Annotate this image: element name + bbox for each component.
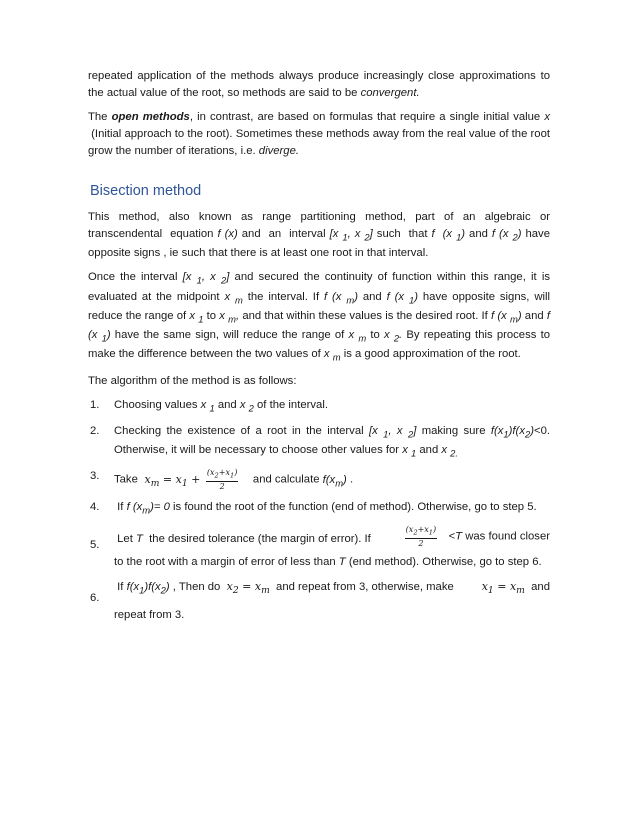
step-3-prefix: Take [114, 473, 138, 486]
step-text: If $f(x_1)f(x_2)$ , Then do $x_2 = x_m$ and repeat from 3, otherwise, make $x_1 = x_m$ and repeat from 3. [114, 579, 550, 621]
assign-x1-formula: $x_1 = x_m$ [481, 579, 525, 596]
step-text: Take $x_m = x_1$ + $\frac{(x_2+x_1)}{2}$ and calculate $f(x_m)$ . [114, 468, 354, 491]
step-5 [88, 525, 550, 571]
paragraph-bisection-process: Once the interval [x $_1$, x $_2$] and secured the continuity of function within this range, it is evaluated at the midpoint x $_m$ the interval. If f (x $_m$) and f (x $_1$) have opposite signs, will reduce the range of x $_1$ to x $_m$, and that within these values is the desired root. If f (x $_m$) and f (x $_1$) have the same sign, will reduce the range of x $_m$ to x $_2$. By repeating this process to make the difference between the two values of x $_m$ is a good approximation of the root. [88, 271, 551, 363]
step-number: 6. [90, 591, 100, 604]
section-heading: Bisection method [90, 183, 202, 199]
paragraph-bisection-intro: This method, also known as range partitioning method, part of an algebraic or transcendental equation f (x) and an interval [x $_1$, x $_2$] such that f (x $_1$) and f (x $_2$) have opposite signs , ie such that there is at least one root in that interval. [88, 211, 550, 260]
algorithm-steps [88, 397, 550, 624]
step-text: If f $(x_m)= 0$ is found the root of the function (end of method). Otherwise, go to step 5. [114, 500, 537, 515]
paragraph-convergent: repeated application of the methods always produce increasingly close approximations to the actual value of the root, so methods are said to be convergent. [88, 70, 550, 99]
step-number: 3. [90, 470, 100, 483]
assign-x2-formula: $x_2 = x_m$ [226, 579, 270, 596]
step-text: Choosing values x $_1$ and x $_2$ of the interval. [114, 398, 328, 413]
step-6 [88, 578, 550, 624]
paragraph-open-methods: The open methods, in contrast, are based on formulas that require a single initial value x (Initial approach to the root). Sometimes these methods away from the real value of the root grow the number of iterations, i.e. diverge. [88, 111, 551, 157]
tolerance-formula: $\frac{(x_2+x_1)}{2}$ [405, 524, 437, 548]
step-4 [88, 499, 550, 518]
step-2 [88, 423, 550, 462]
document-page [88, 68, 550, 631]
step-number: 4. [90, 500, 100, 513]
step-number: 5. [90, 538, 100, 551]
step-3 [88, 468, 550, 491]
step-text: Let T the desired tolerance (the margin of error). If $\frac{(x_2+x_1)}{2}$ <T was found closer to the root with a margin of error of less than T (end method). Otherwise, go to step 6. [114, 524, 550, 568]
step-1 [88, 397, 550, 416]
paragraph-algorithm-intro: The algorithm of the method is as follows: [88, 374, 297, 387]
step-text: Checking the existence of a root in the interval [x $_1$, x $_2$] making sure $f(x_1)f(x_2)<0$. Otherwise, it will be necessary to choose other values for x $_1$ and x $_{2.}$ [114, 424, 550, 459]
step-number: 2. [90, 424, 100, 437]
midpoint-formula: $x_m = x_1$ + $\frac{(x_2+x_1)}{2}$ [141, 468, 238, 491]
step-number: 1. [90, 398, 100, 411]
